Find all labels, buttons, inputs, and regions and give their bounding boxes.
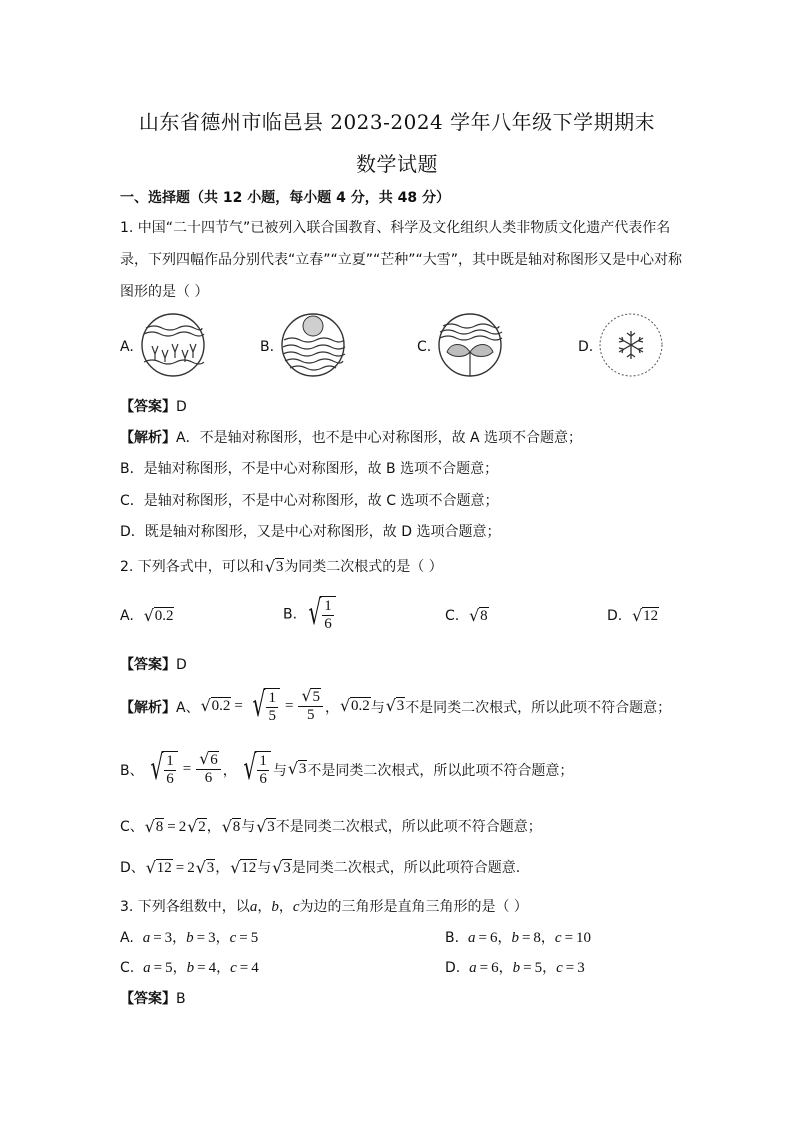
q1-option-d-label: D.	[578, 339, 594, 355]
answer-label: 【答案】	[120, 399, 176, 415]
q2-stem-text-a: 2. 下列各式中，可以和	[120, 559, 264, 575]
q3-option-d: D. a = 6，b = 5，c = 3	[445, 960, 585, 976]
q1-option-b-label: B.	[260, 339, 275, 355]
spring-sprouts-icon	[140, 312, 206, 378]
q2-analysis-c: C、√ 8 = 2√ 2，√ 8与√ 3不是同类二次根式，所以此项不符合题意；	[120, 816, 542, 836]
q2-option-c: C. √ 8	[445, 608, 489, 625]
q3-option-a: A. a = 3，b = 3，c = 5	[120, 930, 259, 946]
q2-stem	[120, 556, 443, 576]
q2-analysis-b: B、 √ $\frac{1}{6}$ = √ $\frac{6}{6}$ ， √ $\frac{1}{6}$ 与 √ 3 不是同类二次根式，所以此项不符合题意；	[120, 751, 573, 788]
q3-answer: 【答案】B	[120, 991, 186, 1007]
q1-stem-line3: 图形的是（ ）	[120, 284, 209, 300]
q1-analysis-line3: C．是轴对称图形，不是中心对称图形，故 C 选项不合题意；	[120, 493, 499, 509]
page-subtitle: 数学试题	[356, 152, 438, 176]
q3-stem: 3. 下列各组数中，以a，b，c为边的三角形是直角三角形的是（ ）	[120, 899, 528, 915]
snowflake-icon	[598, 312, 664, 378]
q1-analysis-line1	[120, 427, 582, 447]
q1-analysis-line4: D．既是轴对称图形，又是中心对称图形，故 D 选项合题意；	[120, 524, 501, 540]
summer-sun-icon	[280, 312, 346, 378]
q2-option-a: A. √ 0.2	[120, 608, 174, 625]
q1-option-c-label: C.	[417, 339, 432, 355]
q1-stem-line2: 录，下列四幅作品分别代表“立春”“立夏”“芒种”“大雪”，其中既是轴对称图形又是中心对称	[120, 252, 683, 268]
section-heading: 一、选择题（共 12 小题，每小题 4 分，共 48 分）	[120, 190, 450, 206]
q1-answer	[120, 396, 187, 416]
q2-analysis-a: 【解析】 A、 √ 0.2 = √ $\frac{1}{5}$ = √ $\frac{5}{5}$ ， √ 0.2 与 √ 3 不是同类二次根式，所以此项不符合题意；	[120, 688, 671, 725]
q2-stem-text-b: 为同类二次根式的是（ ）	[284, 559, 443, 575]
page-title: 山东省德州市临邑县 2023-2024 学年八年级下学期期末	[138, 110, 656, 134]
q2-analysis-d: D、√ 12 = 2√ 3，√ 12与√ 3是同类二次根式，所以此项符合题意.	[120, 857, 520, 877]
q2-option-d: D. √ 12	[607, 608, 659, 625]
sqrt-expression: √ 3	[266, 559, 285, 576]
analysis-text: A．不是轴对称图形，也不是中心对称图形，故 A 选项不合题意；	[176, 430, 583, 446]
q2-answer: 【答案】D	[120, 657, 187, 673]
q2-option-b: B. √ $\frac{1}{6}$	[283, 596, 338, 633]
q1-option-a-label: A.	[120, 339, 134, 355]
q3-option-b: B. a = 6，b = 8，c = 10	[445, 930, 592, 946]
analysis-label: 【解析】	[120, 430, 176, 446]
q1-analysis-line2: B．是轴对称图形，不是中心对称图形，故 B 选项不合题意；	[120, 461, 499, 477]
q1-stem-line1: 1. 中国“二十四节气”已被列入联合国教育、科学及文化组织人类非物质文化遗产代表作名	[120, 220, 671, 236]
answer-value: D	[176, 399, 187, 415]
q3-option-c: C. a = 5，b = 4，c = 4	[120, 960, 259, 976]
grain-seedling-icon	[437, 312, 503, 378]
